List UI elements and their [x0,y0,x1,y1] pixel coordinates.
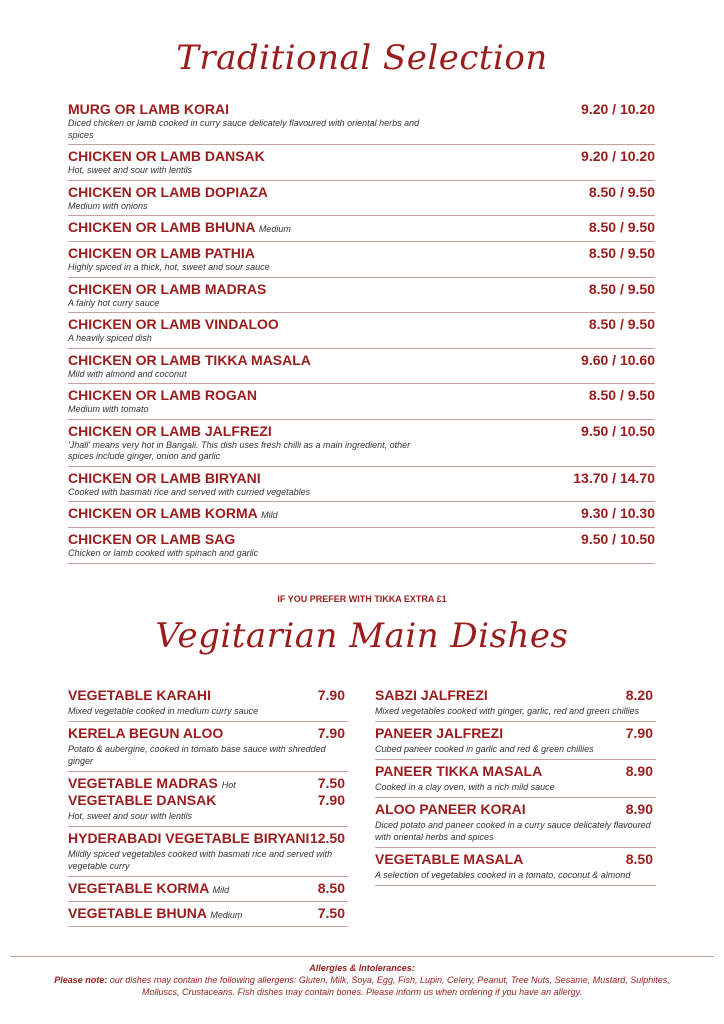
dish-name-text: VEGETABLE KORMA [68,880,209,896]
dish-name [375,763,542,779]
dish-name-text: SABZI JALFREZI [375,687,488,703]
vegetarian-menu-right-column [375,684,656,886]
dish-description: Diced potato and paneer cooked in a curry sauce delicately flavoured with oriental herbs and spices [375,820,651,842]
dish-price: 8.50 [625,851,653,867]
dish-spice-note: Mild [261,510,278,520]
dish-price: 9.50 / 10.50 [581,531,655,547]
section-title-vegetarian: Vegitarian Main Dishes [155,616,569,656]
dish-name-text: MURG OR LAMB KORAI [68,101,229,117]
menu-item [375,798,656,848]
dish-price: 7.90 [625,725,653,741]
dish-price: 8.50 / 9.50 [588,245,655,261]
dish-name-text: CHICKEN OR LAMB ROGAN [68,387,257,403]
dish-name [68,219,535,238]
dish-description: Medium with onions [68,200,148,211]
menu-item [68,384,655,420]
dish-description: Cubed paneer cooked in garlic and red & green chillies [375,744,594,754]
dish-name-text: CHICKEN OR LAMB KORMA [68,505,258,521]
dish-price: 9.20 / 10.20 [581,101,655,117]
dish-description: Cooked in a clay oven, with a rich mild sauce [375,782,555,792]
dish-row [375,801,656,818]
dish-row [375,763,656,780]
dish-name [68,184,535,201]
footer-divider [10,956,714,957]
dish-name-text: PANEER TIKKA MASALA [375,763,543,779]
menu-item [375,684,656,722]
dish-name [375,801,526,817]
allergy-footer [40,962,684,998]
dish-price: 8.90 [625,763,653,779]
dish-name-text: CHICKEN OR LAMB PATHIA [68,245,255,261]
dish-row [68,725,348,742]
menu-item [68,349,655,385]
dish-name-text: CHICKEN OR LAMB VINDALOO [68,316,279,332]
dish-price: 9.30 / 10.30 [581,505,655,521]
dish-name-text: CHICKEN OR LAMB MADRAS [68,280,267,297]
menu-item [375,760,656,798]
menu-item [68,722,348,772]
dish-description: A heavily spiced dish [68,333,152,343]
dish-name-text: VEGETABLE MASALA [375,851,524,867]
dish-spice-note: Medium [258,224,291,234]
dish-name-text: CHICKEN OR LAMB JALFREZI [68,422,272,439]
dish-price: 8.20 [625,687,653,703]
dish-name [68,775,236,791]
dish-name [68,531,535,548]
dish-description: Hot, sweet and sour with lentils [68,811,193,821]
dish-price: 7.50 [317,905,345,921]
menu-item [68,467,655,503]
menu-item [68,242,655,278]
menu-item [68,216,655,242]
dish-name [68,830,309,846]
dish-name [68,687,211,703]
dish-row [68,687,348,704]
dish-row [68,905,348,922]
menu-item [68,278,655,314]
menu-item [68,902,348,927]
menu-item [68,145,655,181]
dish-name-text: ALOO PANEER KORAI [375,801,526,817]
dish-name-text: PANEER JALFREZI [375,725,504,741]
menu-item [68,420,655,467]
dish-price: 7.90 [317,792,345,808]
dish-spice-note: Mild [212,885,230,895]
dish-price: 9.50 / 10.50 [581,422,655,439]
dish-price: 13.70 / 14.70 [573,469,655,486]
dish-description: 'Jhall' means very hot in Bangali. This dish uses fresh chilli as a main ingredient, other spices include ginger, onion and garlic [68,439,411,461]
dish-row [68,792,348,809]
tikka-extra-note: IF YOU PREFER WITH TIKKA EXTRA £1 [277,594,447,604]
dish-spice-note: Hot [221,780,236,790]
dish-name-text: VEGETABLE BHUNA [68,905,207,921]
dish-description: Hot, sweet and sour with lentils [68,165,193,175]
allergy-text: our dishes may contain the following allergens: Gluten, Milk, Soya, Egg, Fish, Lupin, Celery, Peanut, Tree Nuts, Sesame, Mustard, Sulphites, Molluscs, Crustaceans. Fish dishes may contain bones. Please inform us when ordering if you have an allergy. [109,975,670,997]
dish-name-text: CHICKEN OR LAMB TIKKA MASALA [68,351,311,368]
dish-name-text: KERELA BEGUN ALOO [68,725,224,741]
dish-name-text: VEGETABLE DANSAK [68,792,217,808]
dish-spice-note: Medium [210,910,243,920]
menu-item [68,827,348,877]
dish-description: Mixed vegetable cooked in medium curry sauce [68,706,259,716]
menu-item [375,722,656,760]
dish-name [68,281,535,298]
dish-description: Mixed vegetables cooked with ginger, garlic, red and green chillies [375,706,640,716]
dish-name-text: VEGETABLE KARAHI [68,687,211,703]
dish-name [375,725,503,741]
dish-description: A selection of vegetables cooked in a tomato, coconut & almond [375,870,631,880]
dish-price: 7.50 [317,775,345,791]
dish-name-text: CHICKEN OR LAMB BHUNA [68,219,255,235]
dish-price: 7.90 [317,687,345,703]
dish-description: Cooked with basmati rice and served with curried vegetables [68,486,311,497]
dish-price: 8.50 [317,880,345,896]
dish-description: Medium with tomato [68,404,149,414]
dish-price: 8.50 / 9.50 [588,219,655,235]
dish-row [375,851,656,868]
dish-name-text: CHICKEN OR LAMB SAG [68,531,236,547]
dish-name [68,101,535,118]
dish-name [68,905,242,921]
dish-price: 8.50 / 9.50 [588,387,655,403]
dish-name [375,687,488,703]
dish-description: A fairly hot curry sauce [68,297,160,308]
dish-price: 12.50 [309,830,345,846]
menu-item [375,848,656,886]
dish-name [68,148,535,165]
menu-item [68,181,655,217]
dish-description: Potato & aubergine, cooked in tomato base sauce with shredded ginger [68,744,326,766]
dish-row [68,775,348,792]
dish-name-text: HYDERABADI VEGETABLE BIRYANI [68,830,310,846]
dish-row [375,687,656,704]
allergy-heading: Allergies & Intolerances: [309,963,415,973]
dish-name-text: CHICKEN OR LAMB DANSAK [68,148,265,164]
dish-name [68,316,535,333]
menu-item [68,684,348,722]
menu-item [68,502,655,528]
dish-name [375,851,523,867]
dish-name-text: CHICKEN OR LAMB BIRYANI [68,469,261,486]
dish-row [68,880,348,897]
allergy-lead: Please note: [54,975,108,985]
dish-name [68,352,535,369]
dish-name [68,725,223,741]
dish-price: 8.90 [625,801,653,817]
dish-name [68,792,216,808]
dish-price: 9.60 / 10.60 [581,351,655,368]
dish-price: 9.20 / 10.20 [581,148,655,164]
dish-name [68,387,535,404]
dish-description: Mildly spiced vegetables cooked with basmati rice and served with vegetable curry [68,849,333,871]
dish-price: 8.50 / 9.50 [588,280,655,297]
menu-item [68,98,655,145]
vegetarian-menu-left-column [68,684,348,927]
dish-name-text: VEGETABLE MADRAS [68,775,218,791]
menu-item [68,772,348,827]
menu-item [68,313,655,349]
dish-price: 7.90 [317,725,345,741]
dish-name [68,470,535,487]
dish-row [375,725,656,742]
menu-item [68,528,655,564]
dish-name-text: CHICKEN OR LAMB DOPIAZA [68,183,268,200]
dish-name [68,880,229,896]
menu-item [68,877,348,902]
dish-name [68,505,535,524]
section-title-traditional: Traditional Selection [176,38,548,78]
dish-description: Chicken or lamb cooked with spinach and garlic [68,548,259,558]
dish-name [68,423,535,440]
dish-description: Diced chicken or lamb cooked in curry sauce delicately flavoured with oriental herbs and spices [68,118,420,140]
dish-price: 8.50 / 9.50 [588,183,655,200]
dish-description: Highly spiced in a thick, hot, sweet and sour sauce [68,262,270,272]
dish-description: Mild with almond and coconut [68,368,187,379]
dish-name [68,245,535,262]
traditional-menu-list [68,98,655,564]
dish-row [68,830,348,847]
dish-price: 8.50 / 9.50 [588,316,655,332]
